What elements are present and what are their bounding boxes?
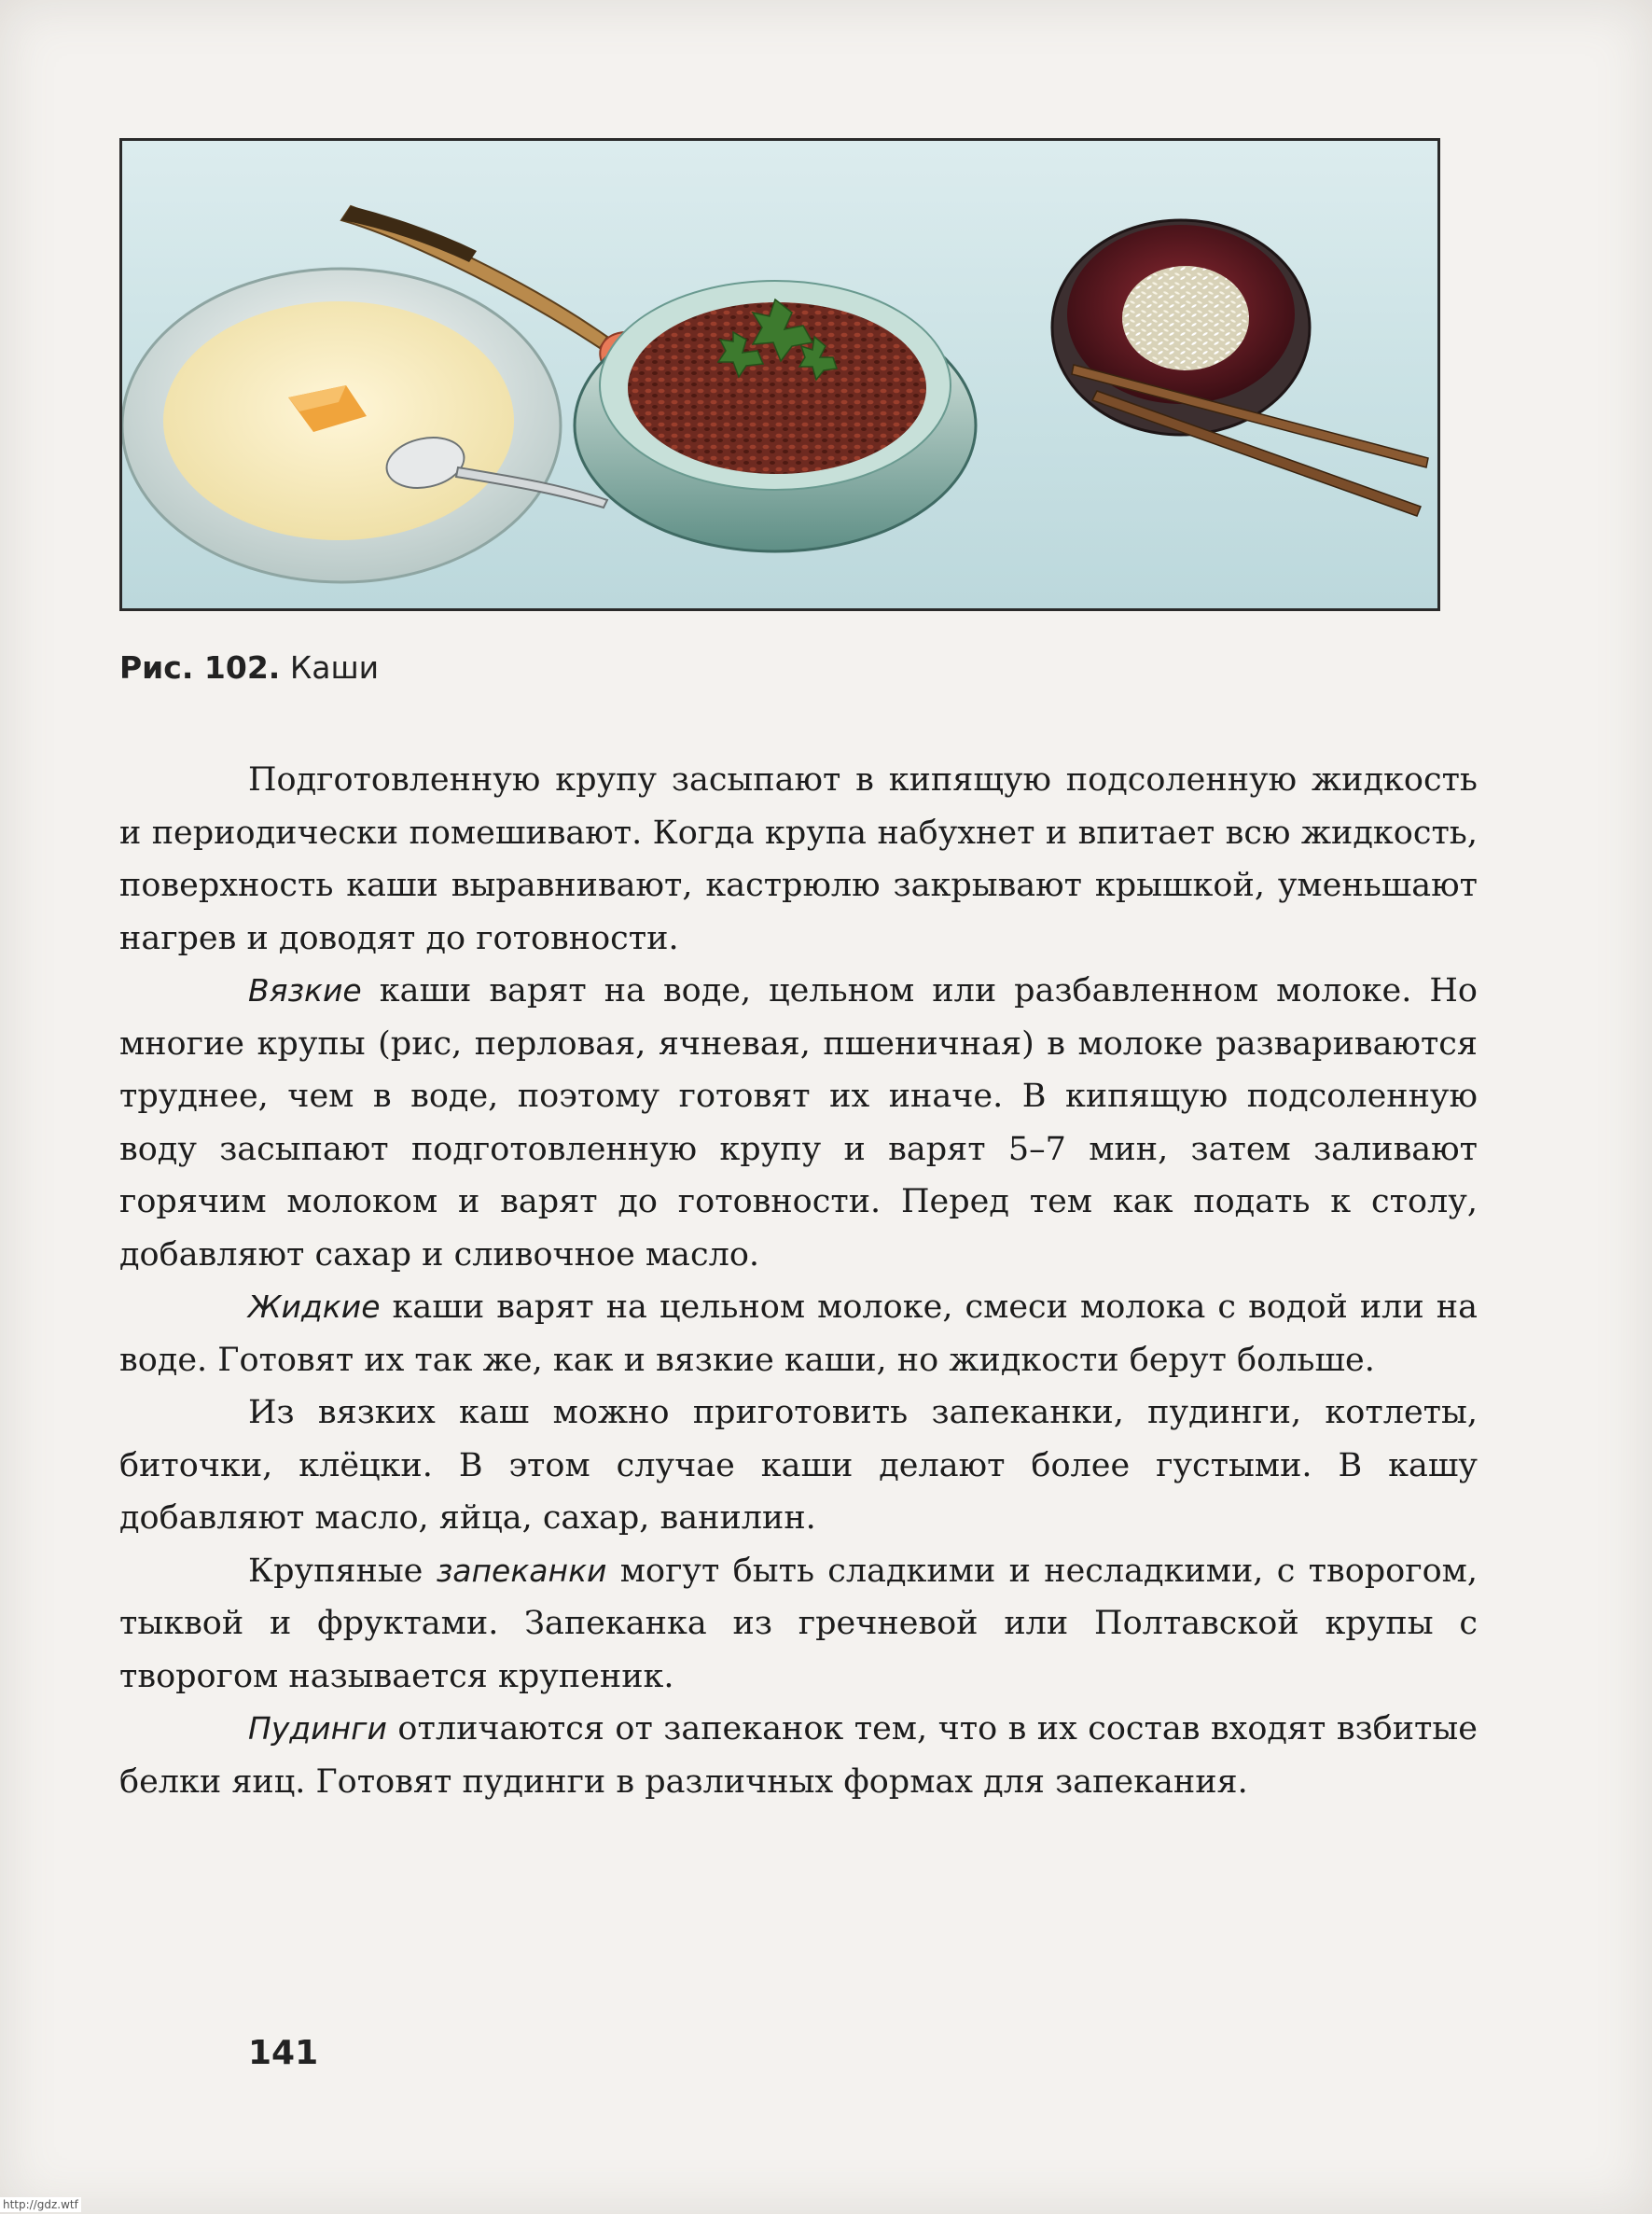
paragraph-1: Подготовленную крупу засыпают в кипящую подсоленную жидкость и периодически помешивают. Когда крупа набухнет и впитает всю жидкость, поверхность каши выравнивают, кастрюлю закрывают крышкой, уменьшают нагрев и доводят до готовности. [119, 761, 1478, 957]
figure-porridges [119, 138, 1440, 611]
paragraph-4: Из вязких каш можно приготовить запеканки, пудинги, котлеты, биточки, клёцки. В этом случае каши делают более густыми. В кашу добавляют масло, яйца, сахар, ванилин. [119, 1394, 1478, 1537]
paragraph-3 [119, 1281, 1478, 1386]
term-liquid: Жидкие [248, 1288, 381, 1325]
term-puddings: Пудинги [248, 1710, 387, 1747]
buckwheat-bowl-icon [575, 281, 976, 551]
paragraph-5-pre: Крупяные [248, 1552, 437, 1590]
paragraph-3-text: каши варят на цельном молоке, смеси молока с водой или на воде. Готовят их так же, как и вязкие каши, но жидкости берут больше. [119, 1288, 1478, 1379]
page-number: 141 [248, 2034, 319, 2072]
paragraph-6 [119, 1703, 1478, 1808]
milk-porridge-plate-icon [122, 269, 561, 582]
paragraph-5-text: могут быть сладкими и несладкими, с творогом, тыквой и фруктами. Запеканка из гречневой или Полтавской крупы с творогом называется крупеник. [119, 1552, 1478, 1695]
body-text [119, 754, 1478, 1808]
term-viscous: Вязкие [248, 972, 362, 1009]
paragraph-2 [119, 965, 1478, 1281]
paragraph-5 [119, 1545, 1478, 1704]
term-casseroles: запеканки [436, 1552, 607, 1589]
figure-caption-label: Рис. 102. [119, 649, 281, 686]
watermark: http://gdz.wtf [0, 2197, 81, 2212]
figure-caption-text: Каши [280, 649, 380, 686]
paragraph-2-text: каши варят на воде, цельном или разбавленном молоке. Но многие крупы (рис, перловая, ячневая, пшеничная) в молоке развариваются труднее, чем в воде, поэтому готовят их иначе. В кипящую подсоленную воду засыпают подготовленную крупу и варят 5–7 мин, затем заливают горячим молоком и варят до готовности. Перед тем как подать к столу, добавляют сахар и сливочное масло. [119, 972, 1478, 1274]
figure-caption [119, 649, 379, 686]
paragraph-6-text: отличаются от запеканок тем, что в их состав входят взбитые белки яиц. Готовят пудинги в различных формах для запекания. [119, 1710, 1478, 1801]
